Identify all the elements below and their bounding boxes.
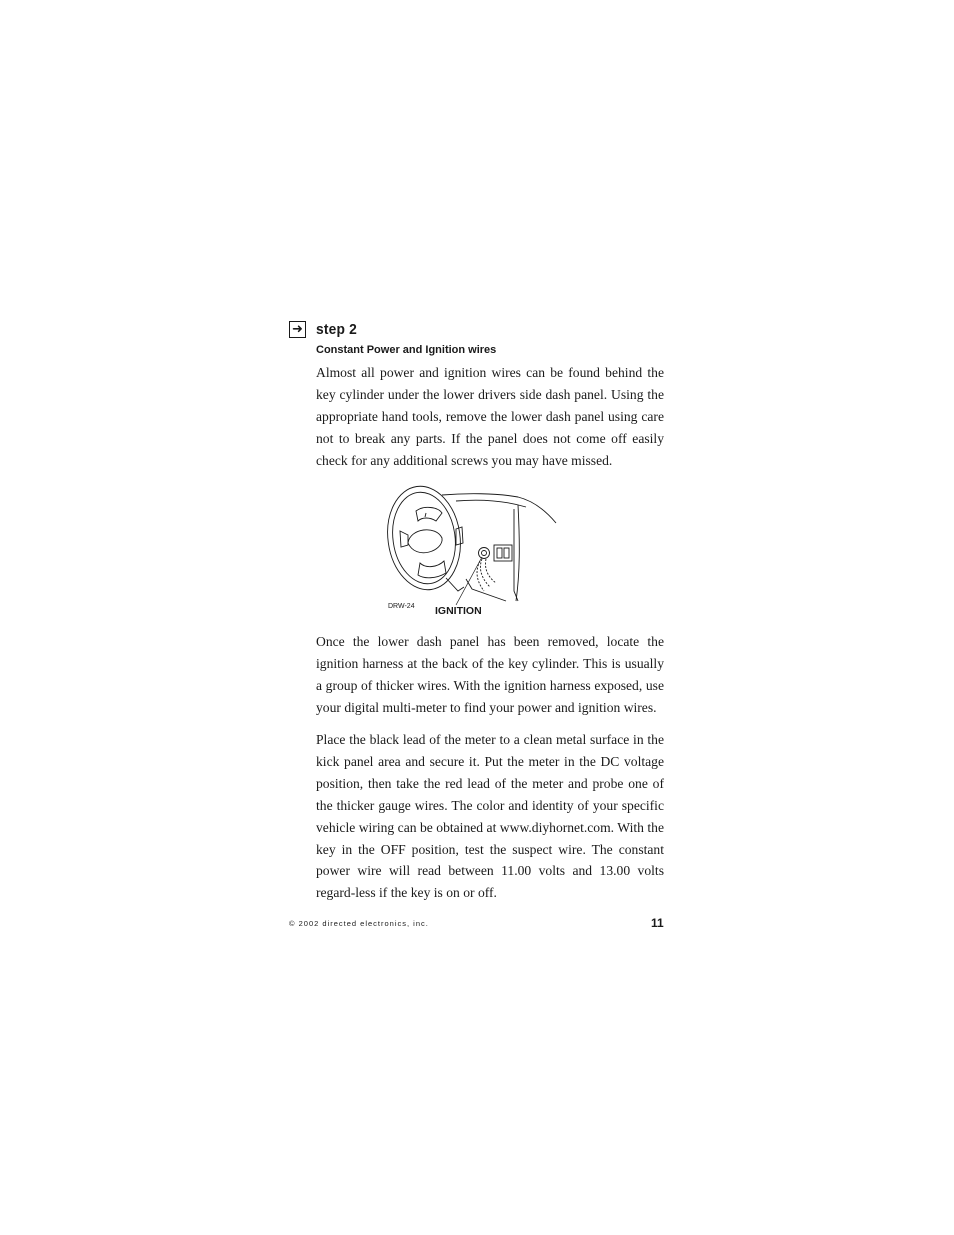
steering-wheel-inner-rim bbox=[387, 488, 461, 588]
section-subheading: Constant Power and Ignition wires bbox=[316, 344, 497, 356]
paragraph-intro: Almost all power and ignition wires can be found behind the key cylinder under the lower drivers side dash panel. Using the appropriate hand tools, remove the lower dash panel using care not to break any parts. If the panel does not come off easily check for any additional screws you may have missed. bbox=[316, 365, 664, 468]
step-title: step 2 bbox=[316, 320, 357, 338]
footer-copyright: © 2002 directed electronics, inc. bbox=[289, 919, 429, 928]
steering-wheel-hub bbox=[408, 530, 442, 553]
dashboard-top-edge bbox=[442, 494, 556, 523]
figure-label-ignition: IGNITION bbox=[435, 605, 482, 617]
steering-wheel-left-spoke bbox=[400, 531, 408, 547]
steering-wheel-lower-spoke bbox=[418, 561, 446, 578]
figure-code: DRW-24 bbox=[388, 603, 415, 610]
paragraph-ignition-harness: Once the lower dash panel has been removed, locate the ignition harness at the back of the key cylinder. This is usually a group of thicker wires. With the ignition harness exposed, use your digital multi-meter to find your power and ignition wires. bbox=[316, 634, 664, 715]
step-header bbox=[289, 318, 361, 340]
ignition-leader-line bbox=[456, 557, 482, 605]
dashboard-ignition-illustration bbox=[386, 483, 566, 621]
ignition-key-cylinder bbox=[479, 548, 490, 559]
paragraph-meter-test: Place the black lead of the meter to a clean metal surface in the kick panel area and secure it. Put the meter in the DC voltage position, then take the red lead of the meter and probe one of the thicker gauge wires. The color and identity of your specific vehicle wiring can be obtained at www.diyhornet.com. With the key in the OFF position, test the suspect wire. The constant power wire will read between 11.00 volts and 13.00 volts regard-less if the key is on or off. bbox=[316, 732, 664, 901]
page-number: 11 bbox=[651, 916, 664, 930]
right-arrow-icon: ➜ bbox=[289, 321, 306, 338]
steering-wheel-upper-spoke bbox=[416, 507, 442, 521]
